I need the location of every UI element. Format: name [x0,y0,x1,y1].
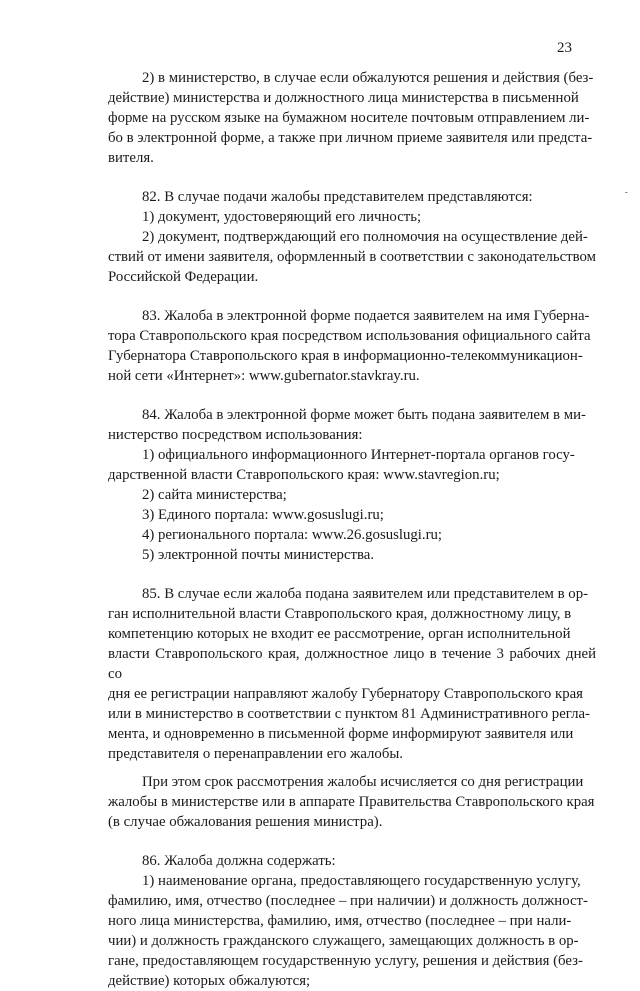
spacer [108,287,596,306]
paragraph-85-continuation: При этом срок рассмотрения жалобы исчисляется со дня регистрации жалобы в министерстве или в аппарате Правительства Ставропольского края (в случае обжалования решения министра). [108,774,595,830]
paragraph-85: 85. В случае если жалоба подана заявителем или представителем в ор- ган исполнительной власти Ставропольского края, должностному лицу, в компетенцию которых не входит ее рассмотрение, орган исполнительной власти Ставропольского края, должностное лицо в течение 3 рабочих дней со дня ее регистрации направляют жалобу Губернатору Ставропольского края или в министерство в соответствии с пунктом 81 Административного регла- мента, и одновременно в письменной форме информируют заявителя или представителя о перенаправлении его жалобы. [108,586,596,762]
spacer [108,565,596,584]
spacer [108,386,596,405]
paragraph-82-item-1: 1) документ, удостоверяющий его личность; [142,209,422,225]
paragraph-82: 82. В случае подачи жалобы представителем представляются: [142,189,533,205]
paragraph-86-item-1: 1) наименование органа, предоставляющего государственную услугу, фамилию, имя, отчество (последнее – при наличии) и должность должност- ного лица министерства, фамилию, имя, отчество (последнее – при нали- чии) и должность гражданского служащего, замещающих должность в ор- гане, предоставляющем государственную услугу, решения и действия (без- действие) которых обжалуются; [108,873,588,989]
paragraph-81-item-2: 2) в министерство, в случае если обжалуются решения и действия (без- действие) министерства и должностного лица министерства в письменной форме на русском языке на бумажном носителе почтовым отправлением ли- бо в электронной форме, а также при личном приеме заявителя или предста- вителя. [108,70,594,166]
page-number: 23 [557,40,572,56]
paragraph-83: 83. Жалоба в электронной форме подается заявителем на имя Губерна- тора Ставропольского края посредством использования официального сайта Губернатора Ставропольского края в информационно-телекоммуникацион- ной сети «Интернет»: www.gubernator.stavkray.ru. [108,308,591,384]
spacer [108,168,596,187]
paragraph-84-item-2: 2) сайта министерства; [142,487,287,503]
paragraph-84: 84. Жалоба в электронной форме может быть подана заявителем в ми- нистерство посредством использования: [108,407,586,443]
paragraph-84-item-5: 5) электронной почты министерства. [142,547,375,563]
margin-mark: - [624,187,628,198]
paragraph-84-item-4: 4) регионального портала: www.26.gosuslugi.ru; [142,527,443,543]
spacer [108,764,596,772]
paragraph-84-item-3: 3) Единого портала: www.gosuslugi.ru; [142,507,384,523]
paragraph-84-item-1: 1) официального информационного Интернет-портала органов госу- дарственной власти Ставропольского края: www.stavregion.ru; [108,447,575,483]
spacer [108,832,596,851]
paragraph-86: 86. Жалоба должна содержать: [142,853,336,869]
paragraph-82-item-2: 2) документ, подтверждающий его полномочия на осуществление дей- ствий от имени заявителя, оформленный в соответствии с законодательством Российской Федерации. [108,229,597,285]
document-body [108,68,596,991]
